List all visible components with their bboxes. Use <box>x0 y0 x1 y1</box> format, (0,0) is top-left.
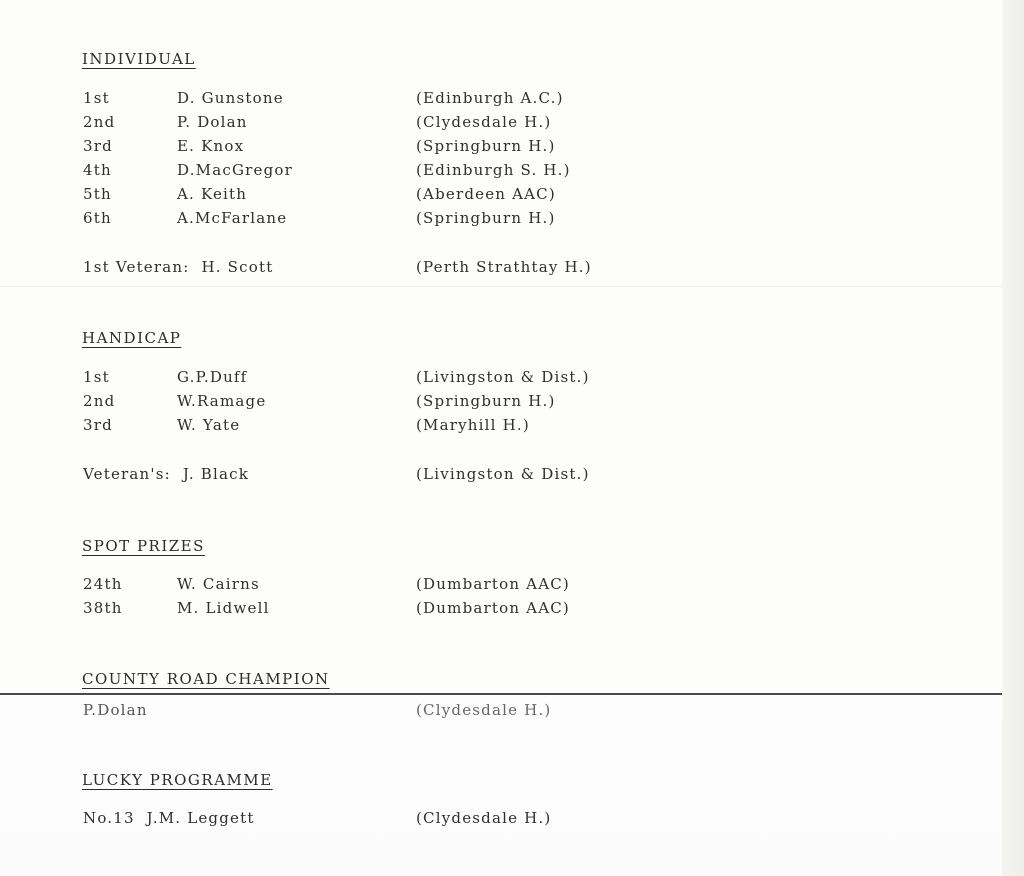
individual-place: 3rd <box>83 137 113 155</box>
county-champion-club: (Clydesdale H.) <box>416 701 552 719</box>
individual-name: D. Gunstone <box>177 89 284 107</box>
handicap-place: 2nd <box>83 392 116 410</box>
lucky-programme-heading: LUCKY PROGRAMME <box>82 771 273 789</box>
individual-name: A. Keith <box>177 185 248 203</box>
handicap-veteran-club: (Livingston & Dist.) <box>416 465 590 483</box>
individual-veteran: 1st Veteran: H. Scott <box>83 258 274 276</box>
handicap-club: (Maryhill H.) <box>416 416 530 434</box>
paper-fold <box>0 286 1002 287</box>
individual-club: (Springburn H.) <box>416 209 556 227</box>
handicap-club: (Springburn H.) <box>416 392 556 410</box>
individual-name: A.McFarlane <box>177 209 288 227</box>
individual-club: (Edinburgh A.C.) <box>416 89 564 107</box>
handicap-name: W.Ramage <box>177 392 267 410</box>
individual-heading: INDIVIDUAL <box>82 50 196 68</box>
individual-name: D.MacGregor <box>177 161 293 179</box>
handicap-place: 3rd <box>83 416 113 434</box>
page-edge <box>1002 0 1024 876</box>
individual-place: 5th <box>83 185 112 203</box>
paper-fold <box>0 693 1002 695</box>
spot-prize-club: (Dumbarton AAC) <box>416 575 570 593</box>
handicap-name: W. Yate <box>177 416 241 434</box>
handicap-place: 1st <box>83 368 110 386</box>
individual-place: 4th <box>83 161 112 179</box>
handicap-name: G.P.Duff <box>177 368 248 386</box>
county-road-champion-heading: COUNTY ROAD CHAMPION <box>82 670 330 688</box>
individual-veteran-club: (Perth Strathtay H.) <box>416 258 592 276</box>
individual-club: (Aberdeen AAC) <box>416 185 556 203</box>
handicap-club: (Livingston & Dist.) <box>416 368 590 386</box>
individual-club: (Edinburgh S. H.) <box>416 161 571 179</box>
spot-prizes-heading: SPOT PRIZES <box>82 537 205 555</box>
spot-prize-name: M. Lidwell <box>177 599 270 617</box>
individual-name: E. Knox <box>177 137 245 155</box>
handicap-heading: HANDICAP <box>82 329 182 347</box>
individual-place: 1st <box>83 89 110 107</box>
handicap-veteran: Veteran's: J. Black <box>83 465 250 483</box>
lucky-programme-winner: No.13 J.M. Leggett <box>83 809 255 827</box>
individual-club: (Springburn H.) <box>416 137 556 155</box>
spot-prize-name: W. Cairns <box>177 575 260 593</box>
individual-club: (Clydesdale H.) <box>416 113 552 131</box>
individual-place: 6th <box>83 209 112 227</box>
individual-name: P. Dolan <box>177 113 248 131</box>
spot-prize-place: 38th <box>83 599 123 617</box>
county-champion-name: P.Dolan <box>83 701 148 719</box>
lucky-programme-club: (Clydesdale H.) <box>416 809 552 827</box>
spot-prize-club: (Dumbarton AAC) <box>416 599 570 617</box>
individual-place: 2nd <box>83 113 116 131</box>
spot-prize-place: 24th <box>83 575 123 593</box>
